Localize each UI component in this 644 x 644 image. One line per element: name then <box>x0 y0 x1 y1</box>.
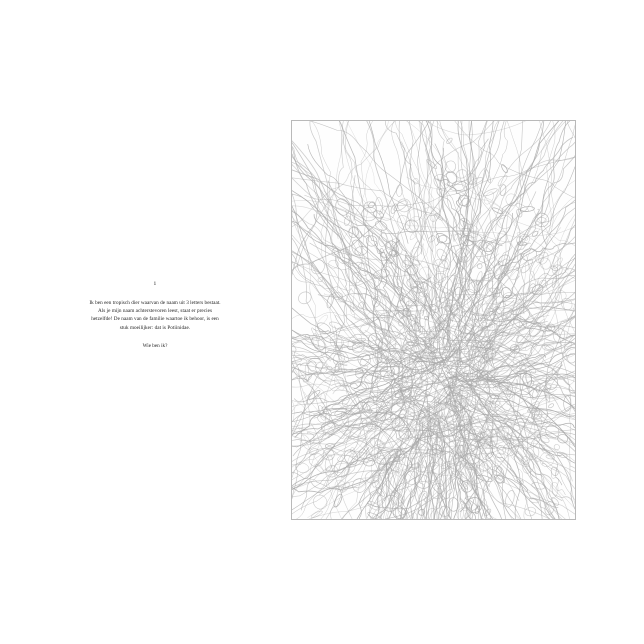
tangled-line-drawing-plate <box>292 121 575 519</box>
right-page <box>291 120 576 520</box>
riddle-line: hetzelfde! De naam van de familie waartoe ik behoor, is een <box>91 316 219 323</box>
riddle-line: Ik ben een tropisch dier waarvan de naam uit 3 letters bestaat. <box>89 300 221 306</box>
illustration-frame <box>291 120 576 520</box>
riddle-line: stuk moeilijker: dat is Potiinidae. <box>119 324 191 331</box>
riddle-block <box>30 280 280 350</box>
left-page <box>30 110 280 525</box>
riddle-line: Als je mijn naam achterstevoren leest, staat er precies <box>97 308 213 315</box>
riddle-question: Wie ben ik? <box>142 342 168 349</box>
riddle-text <box>30 299 280 332</box>
riddle-number: 1 <box>153 281 157 287</box>
